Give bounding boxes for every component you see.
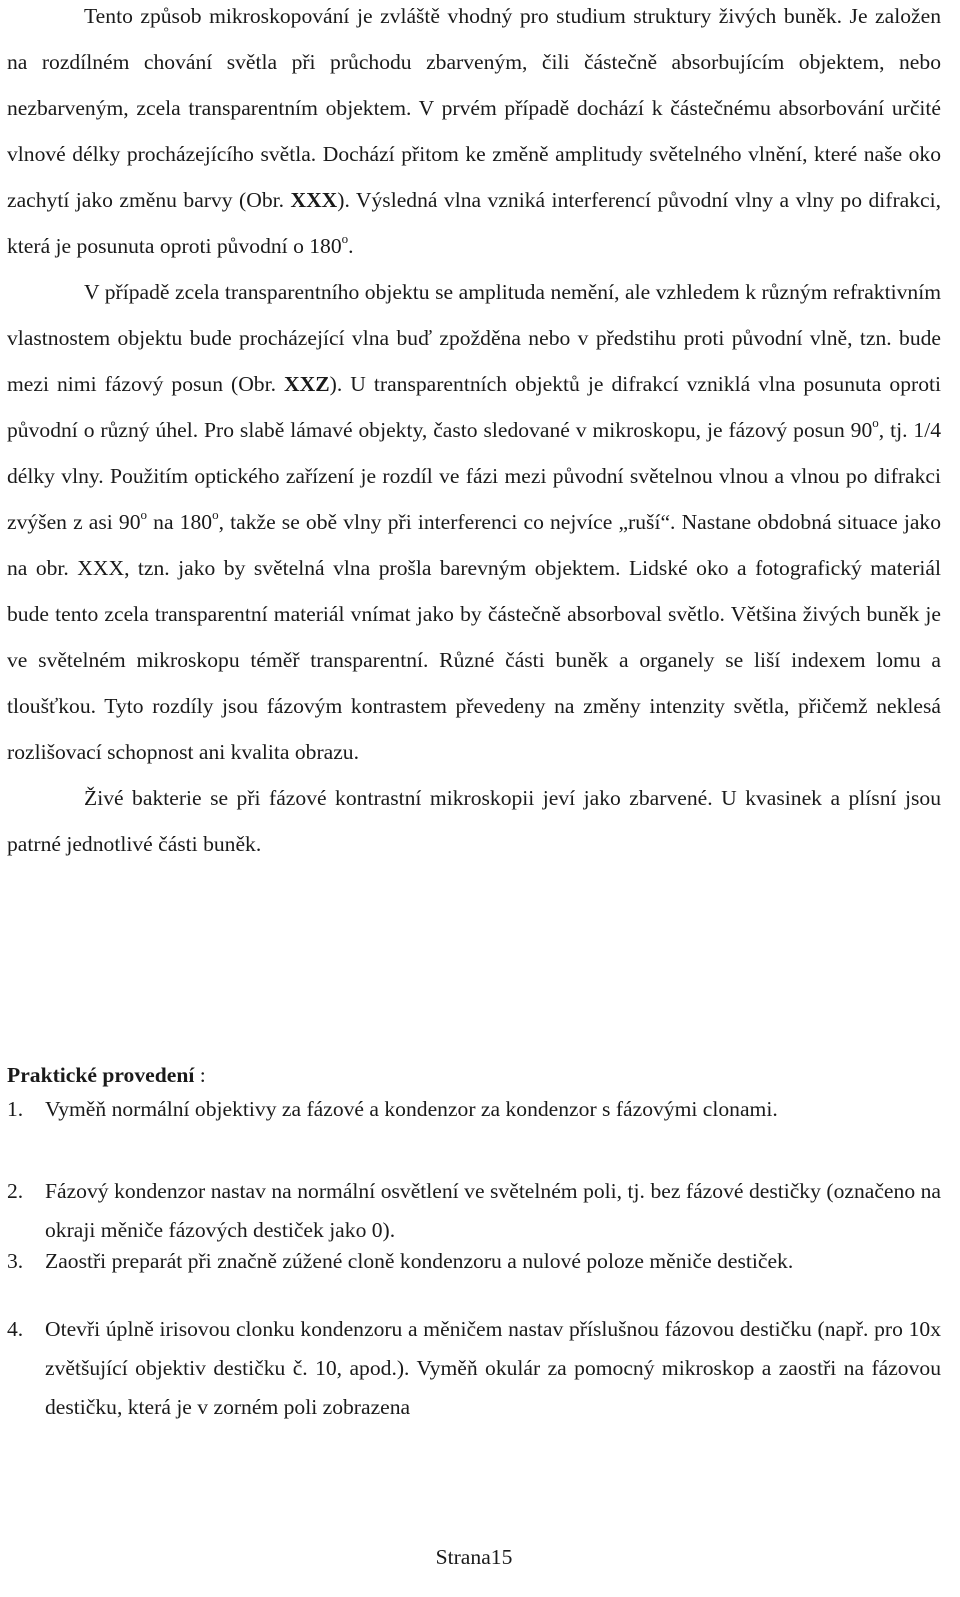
paragraph-bacteria [7,775,941,867]
document-page [7,0,942,1569]
superscript: o [212,506,219,522]
step-number: 2. [7,1179,24,1203]
section-heading-text: Praktické provedení [7,1063,195,1087]
section-heading-suffix: : [194,1063,206,1087]
superscript: o [341,230,349,246]
text-run: Živé bakterie se při fázové kontrastní mikroskopii jeví jako zbarvené. U kvasinek a plísní jsou patrné jednotlivé části buněk. [7,786,941,856]
step-text: Zaostři preparát při značně zúžené cloně kondenzoru a nulové poloze měniče destiček. [45,1249,794,1273]
step-number: 3. [7,1249,24,1273]
text-run: . [348,234,354,258]
step-number: 1. [7,1097,24,1121]
procedure-steps [7,1090,941,1427]
procedure-step [7,1242,941,1310]
step-number: 4. [7,1317,24,1341]
procedure-step [7,1310,941,1427]
bold-reference: XXX [290,188,338,212]
text-run: ). U transparentních objektů je difrakcí vzniklá vlna posunuta oproti původní o různý úhel. Pro slabě lámavé objekty, často sledované v mikroskopu, je fázový posun 90 [7,372,941,442]
step-text: Fázový kondenzor nastav na normální osvětlení ve světelném poli, tj. bez fázové destičky (označeno na okraji měniče fázových destiček jako 0). [45,1179,941,1242]
paragraph-intro [7,0,941,269]
step-text: Otevři úplně irisovou clonku kondenzoru a měničem nastav příslušnou fázovou destičku (např. pro 10x zvětšující objektiv destičku č. 10, apod.). Vyměň okulár za pomocný mikroskop a zaostři na fázovou destičku, která je v zorném poli zobrazena [45,1317,941,1419]
superscript: o [872,414,879,430]
text-run: V případě zcela transparentního objektu se amplituda nemění, ale vzhledem k různým refraktivním vlastnostem objektu bude procházející vlna buď zpožděna nebo v předstihu proti původní vlně, tzn. bude mezi nimi fázový posun (Obr. [7,280,941,396]
text-run: , takže se obě vlny při interferenci co nejvíce „ruší“. Nastane obdobná situace jako na obr. XXX, tzn. jako by světelná vlna prošla barevným objektem. Lidské oko a fotografický materiál bude tento zcela transparentní materiál vnímat jako by částečně absorboval světlo. Většina živých buněk je ve světelném mikroskopu téměř transparentní. Různé části buněk a organely se liší indexem lomu a tloušťkou. Tyto rozdíly jsou fázovým kontrastem převedeny na změny intenzity světla, přičemž neklesá rozlišovací schopnost ani kvalita obrazu. [7,510,942,764]
page-number: Strana15 [435,1545,513,1569]
bold-reference: XXZ [284,372,330,396]
step-text: Vyměň normální objektivy za fázové a kondenzor za kondenzor s fázovými clonami. [45,1097,778,1121]
procedure-step [7,1172,941,1242]
procedure-step [7,1090,941,1172]
superscript: o [140,506,148,522]
paragraph-phase-shift [7,269,941,775]
text-run: na 180 [147,510,213,534]
text-run: , tj. 1/4 délky vlny. Použitím optického zařízení je rozdíl ve fázi mezi původní světelnou vlnou a vlnou po difrakci zvýšen z asi 90 [7,418,942,534]
text-run: Tento způsob mikroskopování je zvláště vhodný pro studium struktury živých buněk. Je založen na rozdílném chování světla při průchodu zbarveným, čili částečně absorbujícím objektem, nebo nezbarveným, zcela transparentním objektem. V prvém případě dochází k částečnému absorbování určité vlnové délky procházejícího světla. Dochází přitom ke změně amplitudy světelného vlnění, které naše oko zachytí jako změnu barvy (Obr. [7,4,941,212]
text-run: ). Výsledná vlna vzniká interferencí původní vlny a vlny po difrakci, která je posunuta oproti původní o 180 [7,188,941,258]
